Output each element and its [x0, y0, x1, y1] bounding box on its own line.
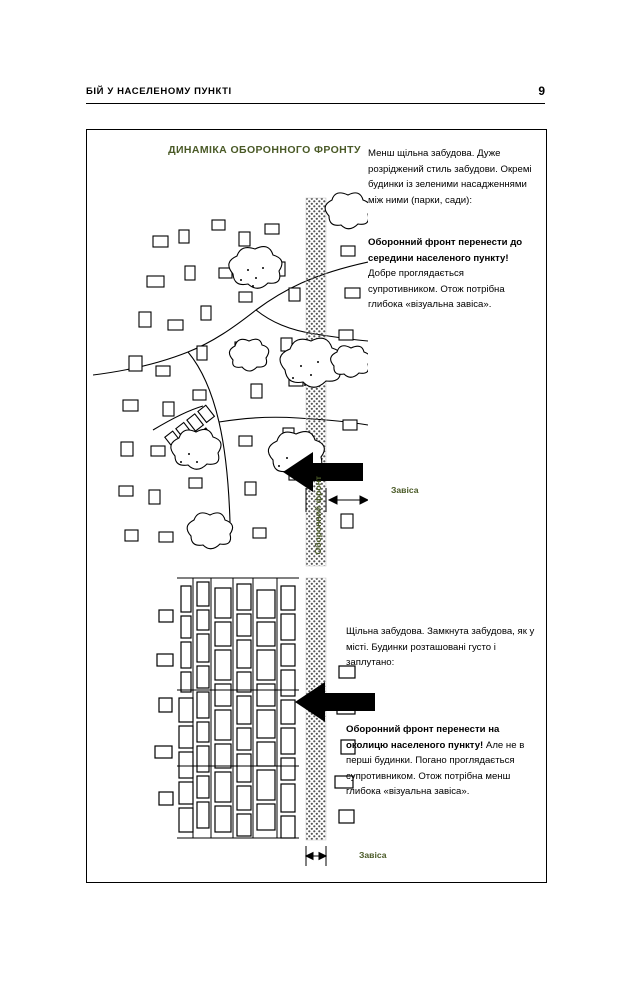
arrow-left-icon-top: [283, 450, 363, 494]
bottom-panel-rest: Але не в перші будинки. Погано проглядається супротивником. Отож потрібна менш глибока «візуальна завіса».: [346, 739, 525, 797]
figure-title: ДИНАМІКА ОБОРОННОГО ФРОНТУ: [168, 144, 361, 156]
running-head: [86, 86, 545, 108]
figure-frame: [86, 129, 547, 883]
label-curtain-top: Завіса: [391, 485, 419, 495]
bottom-panel-bold-lead: Оборонний фронт перенести на околицю населеного пункту!: [346, 724, 500, 751]
label-defence-front: Оборонний фронт: [313, 476, 323, 555]
top-panel-emphasis-text: [368, 235, 536, 313]
top-panel-intro-text: Менш щільна забудова. Дуже розріджений стиль забудови. Окремі будинки із зеленими насадженнями між ними (парки, сади):: [368, 148, 532, 206]
header-rule: [86, 103, 545, 104]
label-curtain-bottom: Завіса: [359, 850, 387, 860]
top-panel-rest: Добре проглядається супротивником. Отож потрібна глибока «візуальна завіса».: [368, 268, 505, 310]
arrow-left-icon-bottom: [295, 680, 375, 724]
bottom-panel-emphasis-text: [346, 722, 536, 800]
top-map-illustration: [93, 170, 368, 590]
running-head-title: БІЙ У НАСЕЛЕНОМУ ПУНКТІ: [86, 86, 232, 97]
page-number: 9: [538, 84, 545, 98]
bottom-panel-intro-text: Щільна забудова. Замкнута забудова, як у місті. Будинки розташовані густо і заплутано:: [346, 626, 535, 668]
top-panel-bold-lead: Оборонний фронт перенести до середини населеного пункту!: [368, 237, 523, 264]
